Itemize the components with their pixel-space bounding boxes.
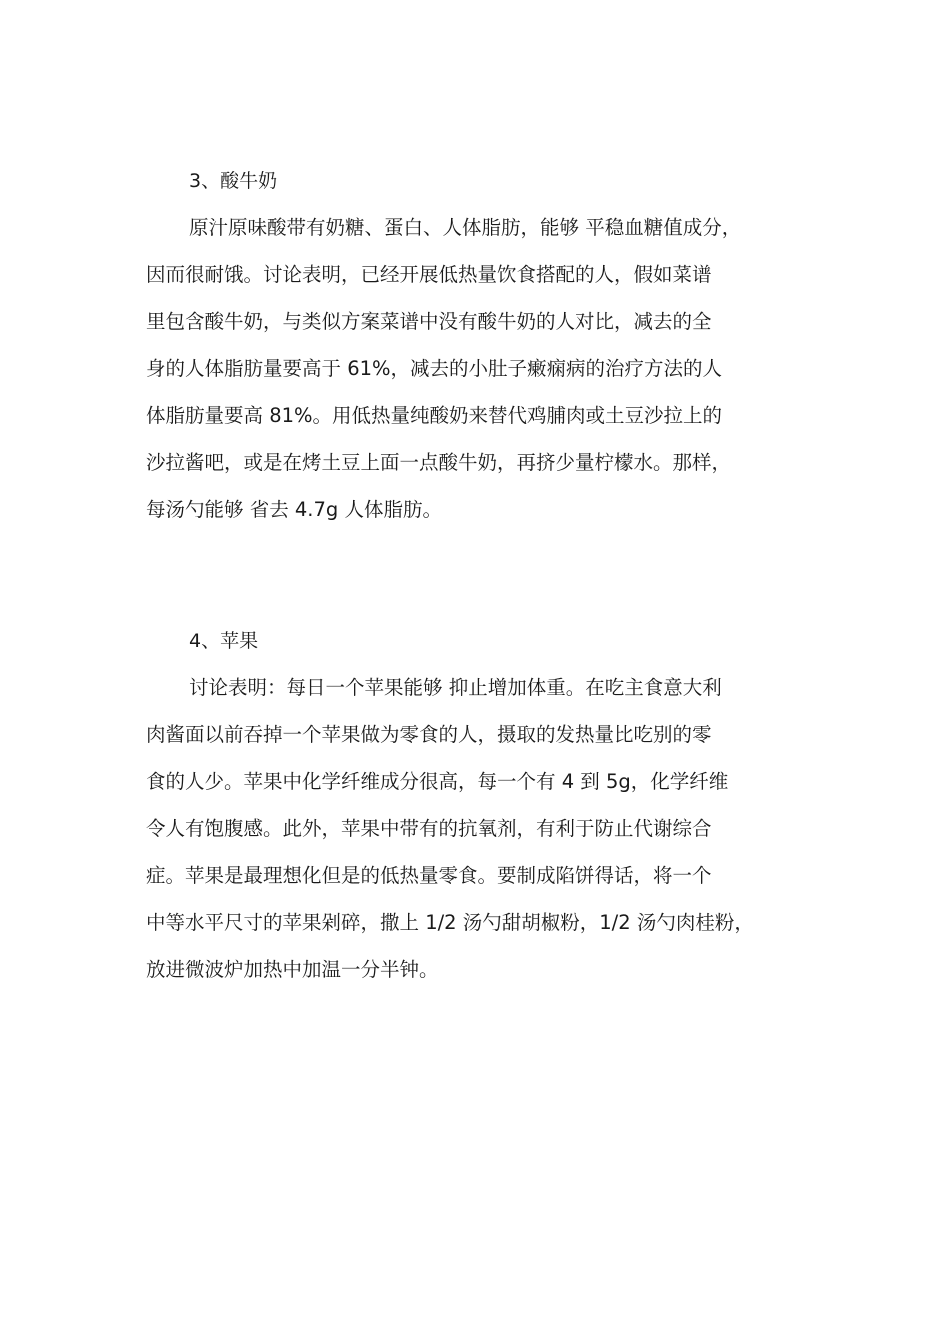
section-heading: 3、酸牛奶	[189, 170, 278, 192]
text-line: 因而很耐饿。讨论表明，已经开展低热量饮食搭配的人，假如菜谱	[146, 263, 712, 286]
text-line: 沙拉酱吧，或是在烤土豆上面一点酸牛奶，再挤少量柠檬水。那样，	[146, 451, 732, 474]
text-line: 肉酱面以前吞掉一个苹果做为零食的人，摄取的发热量比吃别的零	[146, 723, 712, 746]
text-line: 症。苹果是最理想化但是的低热量零食。要制成陷饼得话，将一个	[146, 864, 712, 887]
text-line: 令人有饱腹感。此外，苹果中带有的抗氧剂，有利于防止代谢综合	[146, 817, 712, 840]
text-line: 身的人体脂肪量要高于 61%，减去的小肚子瘷痫病的治疗方法的人	[146, 357, 723, 380]
text-line: 每汤勺能够 省去 4.7g 人体脂肪。	[146, 498, 442, 521]
paragraph	[146, 215, 816, 523]
text-line: 体脂肪量要高 81%。用低热量纯酸奶来替代鸡脯肉或土豆沙拉上的	[146, 404, 723, 427]
text-line: 原汁原味酸带有奶糖、蛋白、人体脂肪，能够 平稳血糖值成分，	[189, 216, 742, 239]
text-line: 讨论表明：每日一个苹果能够 抑止增加体重。在吃主食意大利	[189, 676, 722, 699]
section-apple	[146, 628, 816, 1004]
text-line: 中等水平尺寸的苹果剁碎，撒上 1/2 汤勺甜胡椒粉，1/2 汤勺肉桂粉，	[146, 911, 754, 934]
text-line: 放进微波炉加热中加温一分半钟。	[146, 958, 439, 981]
paragraph	[146, 675, 816, 983]
section-yogurt	[146, 168, 816, 544]
text-line: 食的人少。苹果中化学纤维成分很高，每一个有 4 到 5g，化学纤维	[146, 770, 729, 793]
text-line: 里包含酸牛奶，与类似方案菜谱中没有酸牛奶的人对比，减去的全	[146, 310, 712, 333]
section-heading: 4、苹果	[189, 630, 259, 652]
